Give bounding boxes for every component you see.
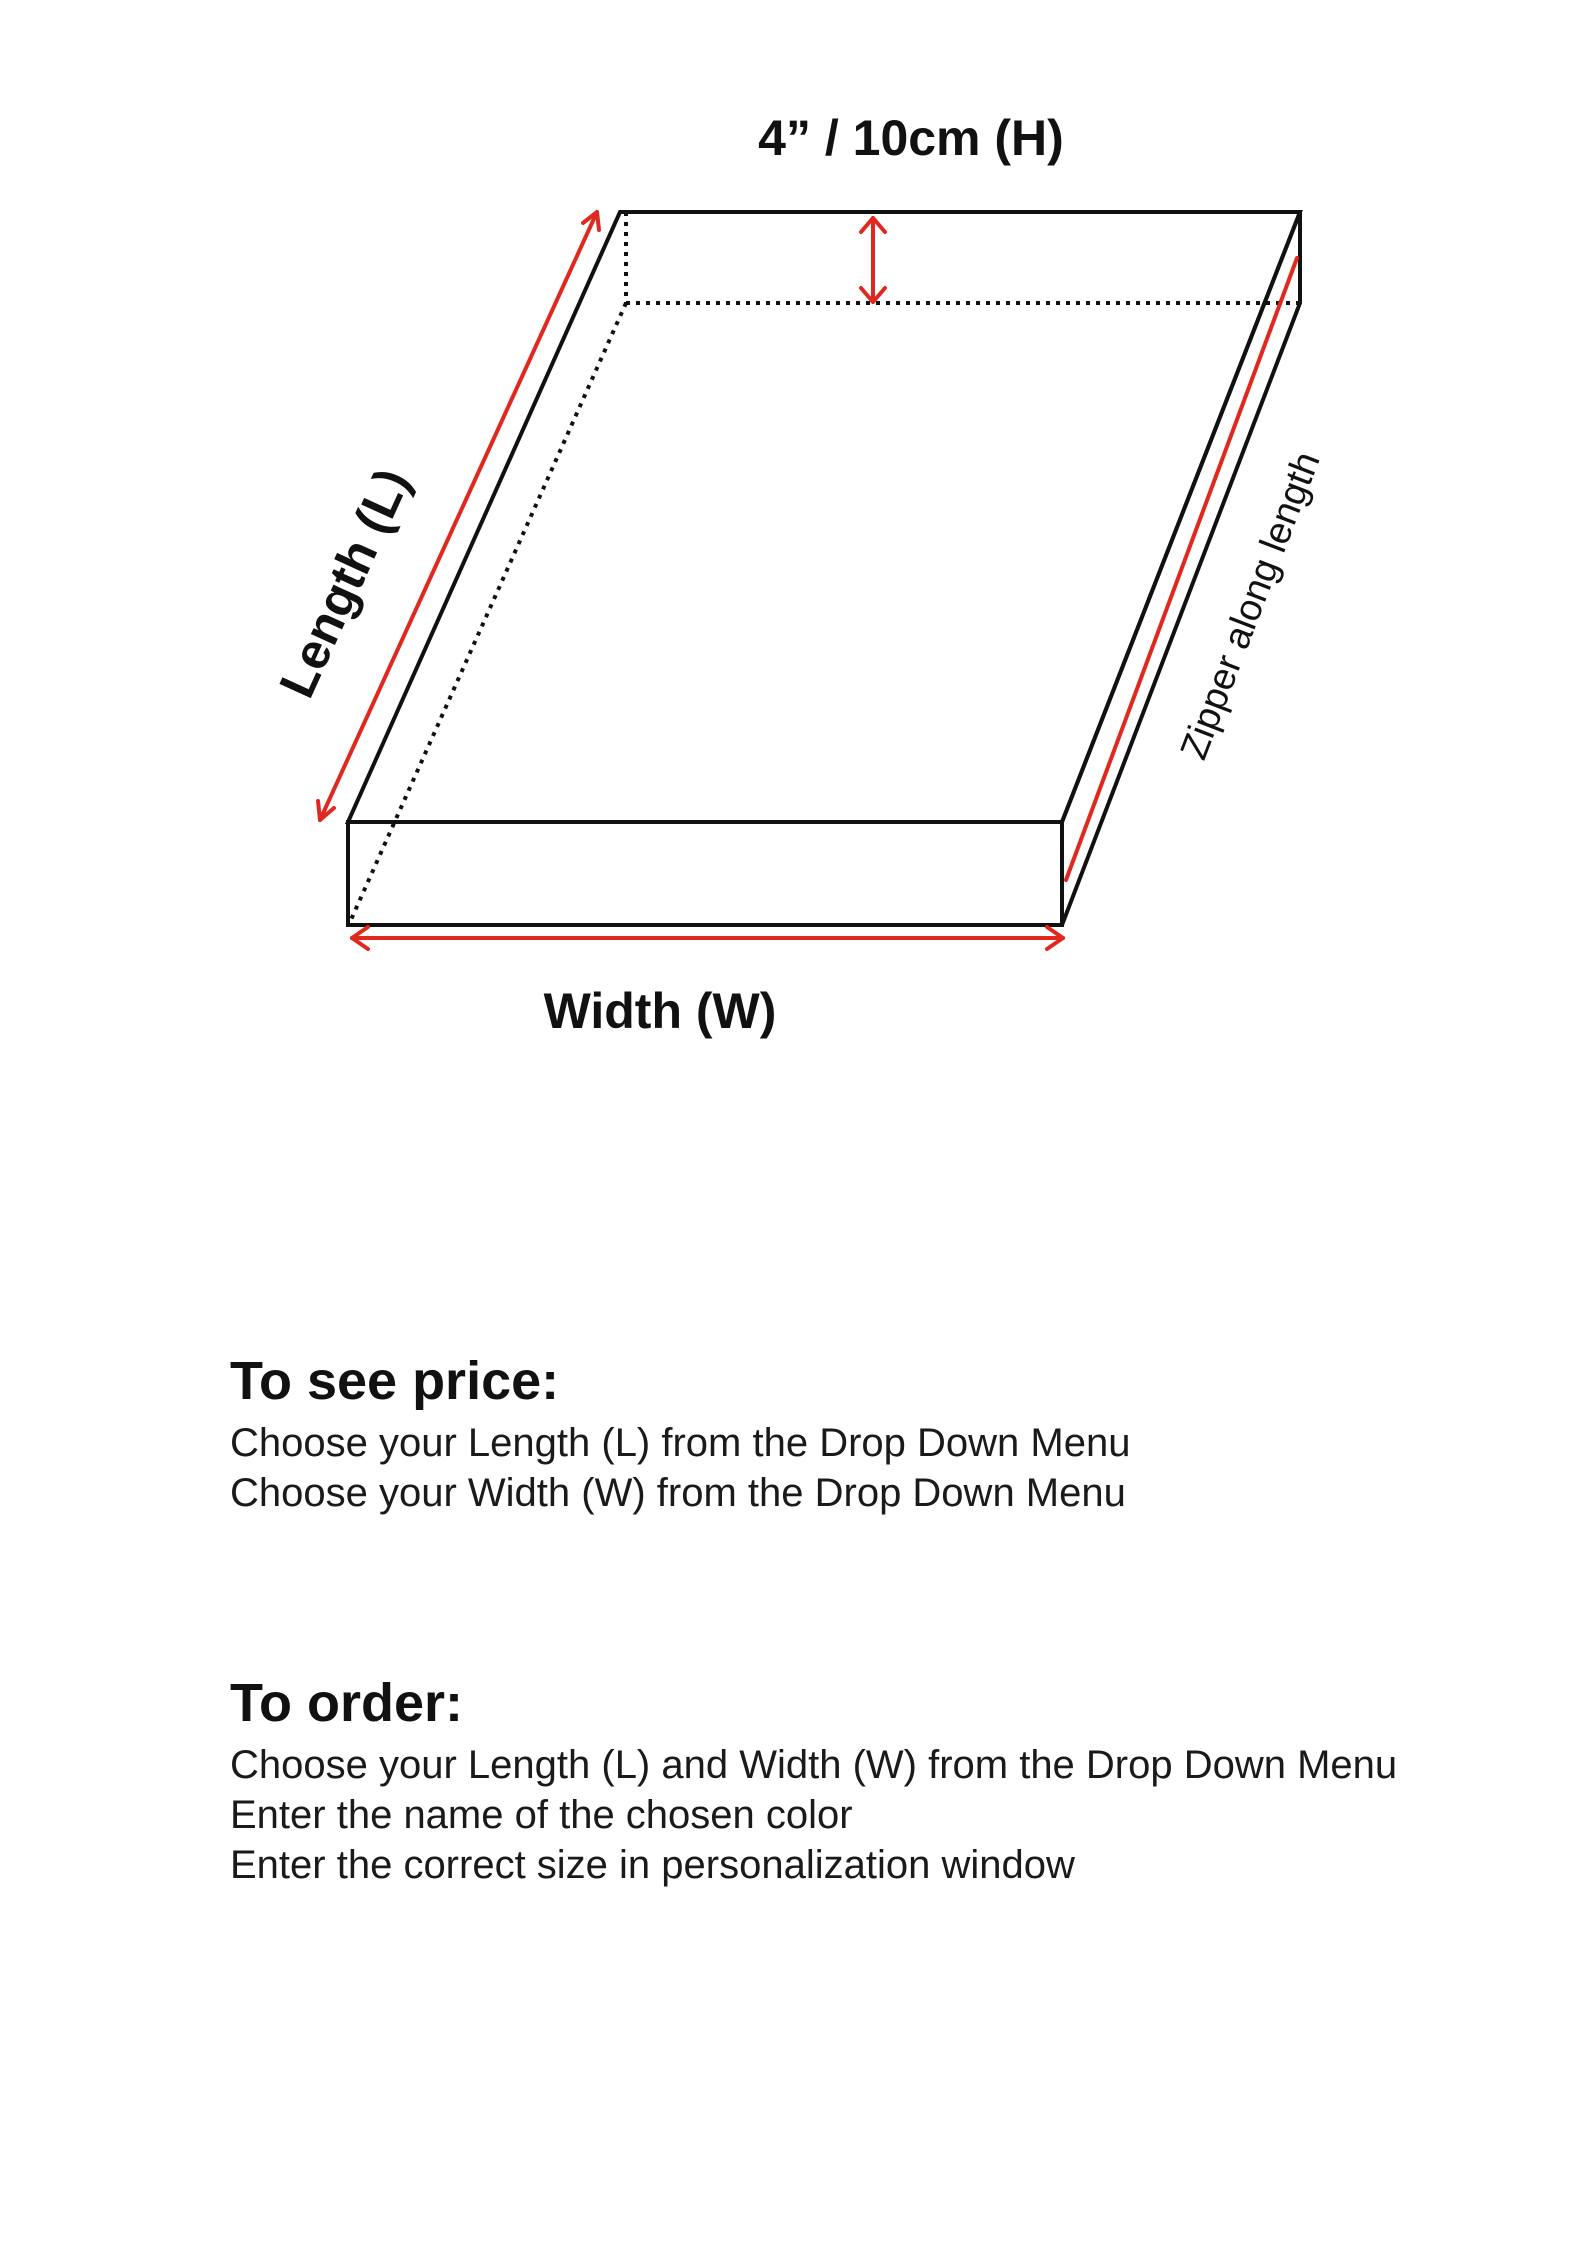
price-instruction-line: Choose your Length (L) from the Drop Down Menu — [230, 1421, 1131, 1465]
order-instruction-list — [230, 1740, 1530, 1890]
width-label: Width (W) — [543, 983, 777, 1039]
height-arrow — [861, 218, 885, 302]
price-instructions — [230, 1350, 1530, 1518]
cushion-dimension-diagram — [0, 0, 1588, 1100]
height-label: 4” / 10cm (H) — [758, 110, 1064, 166]
price-instruction-line: Choose your Width (W) from the Drop Down Menu — [230, 1471, 1126, 1515]
order-heading: To order: — [230, 1673, 463, 1733]
order-instruction-line: Choose your Length (L) and Width (W) from the Drop Down Menu — [230, 1743, 1398, 1787]
cushion-hidden-edges — [350, 212, 1300, 922]
length-label: Length (L) — [268, 460, 421, 706]
cushion-box-outline — [348, 212, 1300, 925]
order-instruction-line: Enter the name of the chosen color — [230, 1793, 853, 1837]
order-instruction-line: Enter the correct size in personalization window — [230, 1843, 1075, 1887]
cushion-front-face — [348, 822, 1062, 925]
order-instructions — [230, 1672, 1530, 1890]
cushion-left-side-face — [348, 212, 620, 925]
hidden-left-bottom-edge — [350, 303, 626, 922]
zipper-label: Zipper along length — [1172, 446, 1329, 766]
dimension-arrows — [318, 212, 1297, 949]
price-instruction-list — [230, 1418, 1530, 1518]
width-arrow — [352, 927, 1063, 949]
price-heading: To see price: — [230, 1351, 560, 1411]
